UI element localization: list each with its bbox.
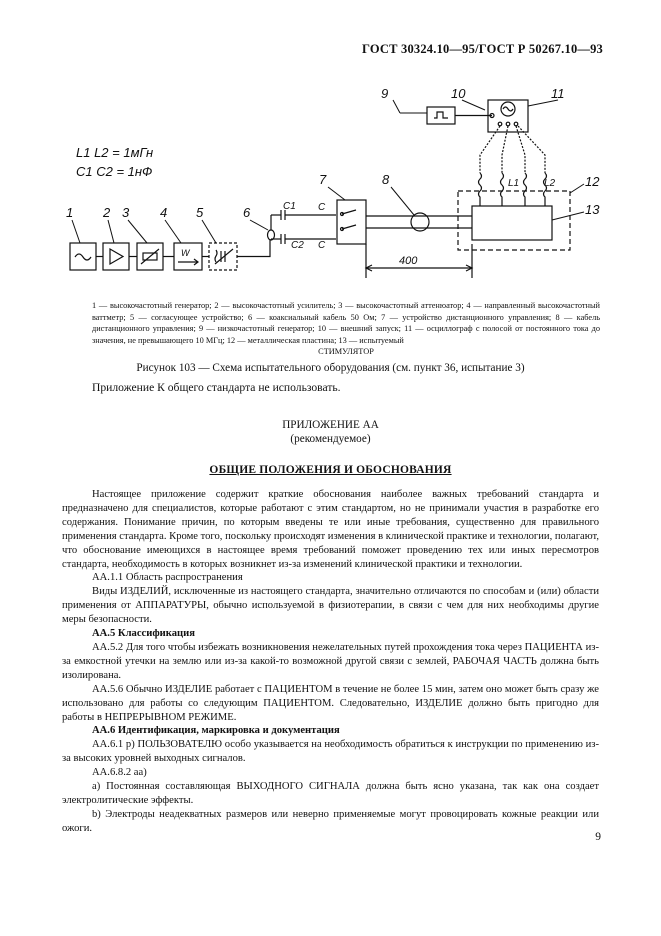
block-7-remote-control (337, 200, 366, 244)
num-2: 2 (103, 205, 111, 220)
figure-caption: Рисунок 103 — Схема испытательного оборудования (см. пункт 36, испытание 3) (136, 362, 525, 374)
body-text (62, 488, 599, 836)
test-circuit-diagram (0, 0, 661, 300)
l1-label: L1 (508, 178, 520, 189)
paragraph: а) Постоянная составляющая ВЫХОДНОГО СИГНАЛА должна быть ясно указана, так как она создает электролитические эффекты. (62, 781, 599, 806)
wattmeter-label: W (181, 248, 190, 258)
paragraph: АА.5.6 Обычно ИЗДЕЛИЕ работает с ПАЦИЕНТОМ в течение не более 15 мин, затем оно может быть сразу же использовано для работы со следующим ПАЦИЕНТОМ. Следовательно, ИЗДЕЛИЕ должно быть пригодно для работы в НЕПРЕРЫВНОМ РЕЖИМЕ. (62, 683, 599, 723)
coil-symbol (215, 250, 217, 262)
section-heading: АА.6 Идентификация, маркировка и документация (92, 725, 340, 737)
num-5: 5 (196, 205, 204, 220)
paragraph: АА.5.2 Для того чтобы избежать возникновения нежелательных путей прохождения тока через ПАЦИЕНТА из-за емкостной утечки на землю или из-за какой-то возможной другой связи с землей, РАБОЧАЯ ЧАСТЬ должна быть изолирована. (62, 641, 599, 681)
coax-cable-6 (237, 239, 270, 257)
coil-l2-a (524, 173, 527, 206)
paragraph: Виды ИЗДЕЛИЙ, исключенные из настоящего стандарта, значительно отличаются по способам и (или) области применения от АППАРАТУРЫ, обычно используемой в физиотерапии, в связи с чем для них необходимы другие меры безопасности. (62, 586, 599, 626)
num-12: 12 (585, 174, 600, 189)
paragraph: АА.6.1 р) ПОЛЬЗОВАТЕЛЮ особо указывается на необходимость обратиться к инструкции по применению из-за высоких уровней выходных сигналов. (62, 739, 599, 765)
metal-plate-12 (458, 191, 570, 250)
section-heading: АА.5 Классификация (92, 628, 195, 640)
num-9: 9 (381, 86, 389, 101)
num-3: 3 (122, 205, 130, 220)
num-1: 1 (66, 205, 74, 220)
paragraph: Настоящее приложение содержит краткие обоснования наиболее важных требований стандарта и предназначено для специалистов, которые работают с этим стандартом, но не принимали участия в разработке его содержания. Понимание причин, по которым введены те или иные требования, существенно для правильного применения стандарта. Кроме того, поскольку происходят изменения в клинической практике и технологии, полагают, что обоснование имеющихся в настоящее время требований поможет проведению тех или иных пересмотров стандарта, необходимость в которых возникнет из-за изменений клинической практики и технологии. (62, 489, 599, 570)
block-5-matching-device (209, 243, 237, 270)
num-7: 7 (319, 172, 327, 187)
appendix-heading (0, 418, 661, 446)
figure-legend (92, 300, 600, 358)
section-title: ОБЩИЕ ПОЛОЖЕНИЯ И ОБОСНОВАНИЯ (209, 464, 452, 476)
dimension-label: 400 (399, 255, 418, 267)
inductance-note: L1 L2 = 1мГн (76, 145, 154, 160)
page-number: 9 (595, 831, 601, 843)
num-4: 4 (160, 205, 168, 220)
legend-text: 1 — высокочастотный генератор; 2 — высокочастотный усилитель; 3 — высокочастотный аттенюатор; 4 — направленный высокочастотный ваттметр; 5 — согласующее устройство; 6 — коаксиальный кабель 50 Ом; 7 — устройство дистанционного управления; 8 — кабель дистанционного управления; 9 — низкочастотный генератор; 10 — внешний запуск; 11 — осциллограф с полосой от постоянного тока до значения, не превышающего 10 МГц; 12 — металлическая пластина; 13 — испытуемый (92, 301, 600, 345)
c2-label: C2 (291, 240, 304, 251)
paragraph: АА.6.8.2 аа) (92, 767, 147, 779)
block-2-amplifier (103, 243, 129, 270)
stimulator-13 (472, 206, 552, 240)
block-9-lf-generator (427, 107, 455, 124)
coil-l1-b (501, 173, 504, 206)
appendix-title: ПРИЛОЖЕНИЕ АА (282, 419, 379, 431)
legend-last: СТИМУЛЯТОР (318, 347, 374, 357)
coil-l1-a (479, 173, 482, 206)
c-top-label: C (318, 202, 326, 213)
num-8: 8 (382, 172, 390, 187)
num-13: 13 (585, 202, 600, 217)
subsection-heading: АА.1.1 Область распространения (92, 572, 243, 584)
appendix-k-note: Приложение К общего стандарта не использовать. (92, 381, 341, 394)
num-6: 6 (243, 205, 251, 220)
num-10: 10 (451, 86, 466, 101)
paragraph: b) Электроды неадекватных размеров или неверно применяемые могут провоцировать кожные реакции или ожоги. (62, 808, 599, 834)
c-bottom-label: C (318, 240, 326, 251)
sine-symbol (75, 254, 91, 260)
capacitance-note: C1 C2 = 1нФ (76, 164, 153, 179)
l2-label: L2 (544, 178, 556, 189)
document-header: ГОСТ 30324.10—95/ГОСТ Р 50267.10—93 (362, 42, 603, 56)
num-11: 11 (551, 86, 565, 101)
appendix-subtitle: (рекомендуемое) (290, 433, 371, 445)
c1-label: C1 (283, 201, 296, 212)
amplifier-triangle (110, 249, 123, 264)
